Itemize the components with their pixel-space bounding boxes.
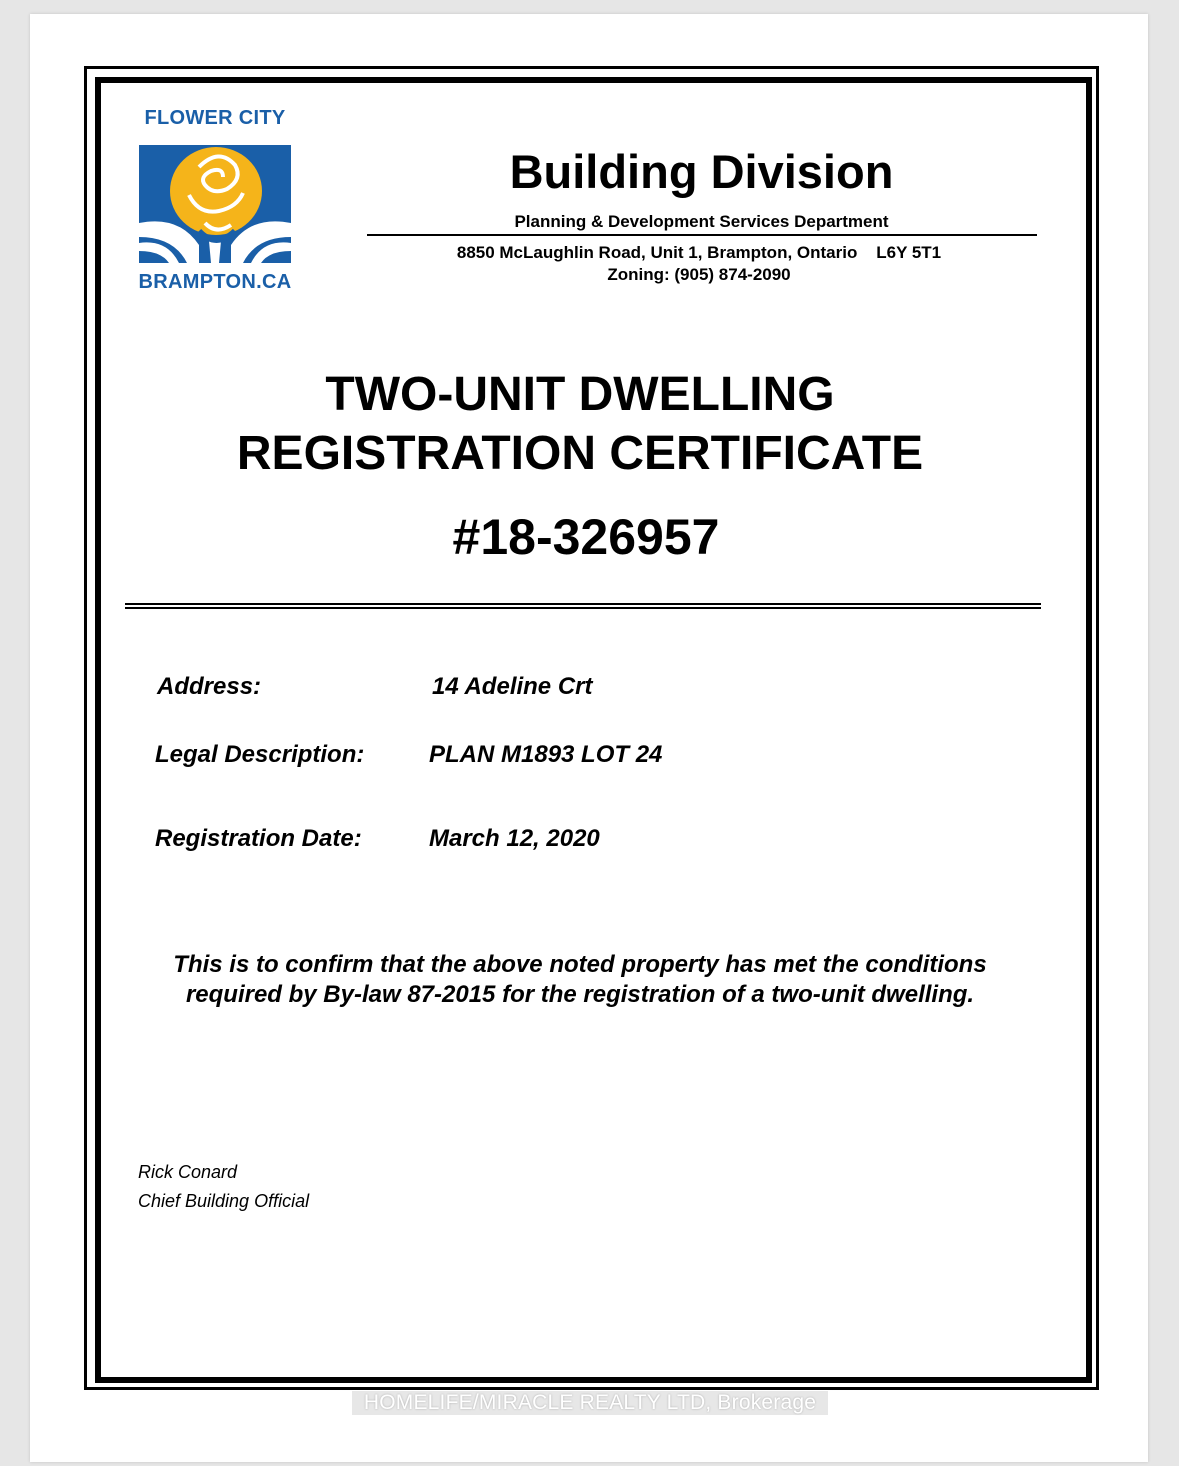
statement-line1: This is to confirm that the above noted property has met the conditions — [173, 951, 987, 978]
zoning-phone: Zoning: (905) 874-2090 — [607, 265, 791, 284]
office-address: 8850 McLaughlin Road, Unit 1, Brampton, Ontario L6Y 5T1 — [456, 243, 942, 262]
signatory-name: Rick Conard — [138, 1162, 238, 1182]
signatory-title: Chief Building Official — [138, 1191, 310, 1211]
confirmation-statement — [140, 950, 1020, 1010]
address-value: 14 Adeline Crt — [432, 673, 593, 700]
registration-date-value: March 12, 2020 — [429, 825, 600, 852]
brampton-logo — [137, 105, 293, 295]
address-label: Address: — [157, 673, 262, 700]
brokerage-watermark: HOMELIFE/MIRACLE REALTY LTD, Brokerage — [352, 1391, 828, 1415]
certificate-title-line1: TWO-UNIT DWELLING — [325, 368, 835, 421]
logo-top-text: FLOWER CITY — [144, 107, 286, 129]
registration-date-label: Registration Date: — [155, 825, 362, 852]
header-divider — [367, 234, 1037, 236]
department-name: Planning & Development Services Department — [514, 212, 889, 231]
legal-description-value: PLAN M1893 LOT 24 — [429, 741, 663, 768]
flower-city-rose-icon — [139, 145, 291, 263]
statement-line2: required by By-law 87-2015 for the registration of a two-unit dwelling. — [185, 981, 975, 1008]
certificate-title-line2: REGISTRATION CERTIFICATE — [236, 427, 924, 480]
title-divider — [125, 603, 1041, 609]
division-title: Building Division — [509, 145, 894, 198]
certificate-number: #18-326957 — [452, 509, 720, 565]
logo-bottom-text: BRAMPTON.CA — [138, 271, 292, 293]
legal-description-label: Legal Description: — [155, 741, 365, 768]
